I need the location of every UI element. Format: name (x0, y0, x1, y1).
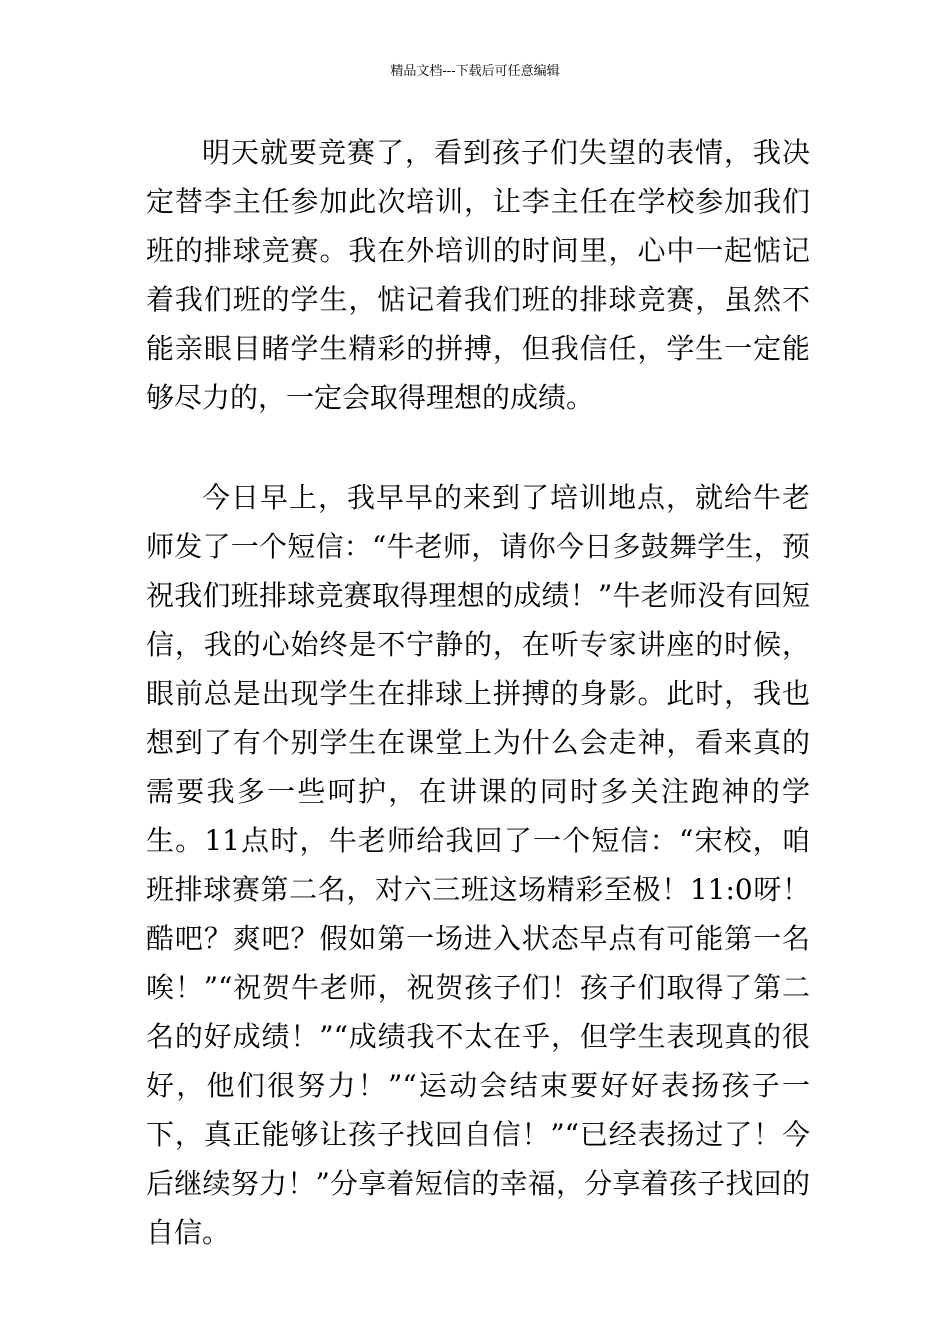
page-header: 精品文档---下载后可任意编辑 (390, 64, 560, 79)
paragraph-1: 明天就要竞赛了，看到孩子们失望的表情，我决定替李主任参加此次培训，让李主任在学校参加我们班的排球竞赛。我在外培训的时间里，心中一起惦记着我们班的学生，惦记着我们班的排球竞赛，虽然不能亲眼目睹学生精彩的拼搏，但我信任，学生一定能够尽力的，一定会取得理想的成绩。 (146, 136, 810, 414)
paragraph-2: 今日早上，我早早的来到了培训地点，就给牛老师发了一个短信：“牛老师，请你今日多鼓舞学生，预祝我们班排球竞赛取得理想的成绩！”牛老师没有回短信，我的心始终是不宁静的，在听专家讲座的时候，眼前总是出现学生在排球上拼搏的身影。此时，我也想到了有个别学生在课堂上为什么会走神，看来真的需要我多一些呵护，在讲课的同时多关注跑神的学生。11点时，牛老师给我回了一个短信：“宋校，咱班排球赛第二名，对六三班这场精彩至极！11:0呀！酷吧？爽吧？假如第一场进入状态早点有可能第一名唉！”“祝贺牛老师，祝贺孩子们！孩子们取得了第二名的好成绩！”“成绩我不太在乎，但学生表现真的很好，他们很努力！”“运动会结束要好好表扬孩子一下，真正能够让孩子找回自信！”“已经表扬过了！今后继续努力！”分享着短信的幸福，分享着孩子找回的自信。 (146, 481, 810, 1249)
